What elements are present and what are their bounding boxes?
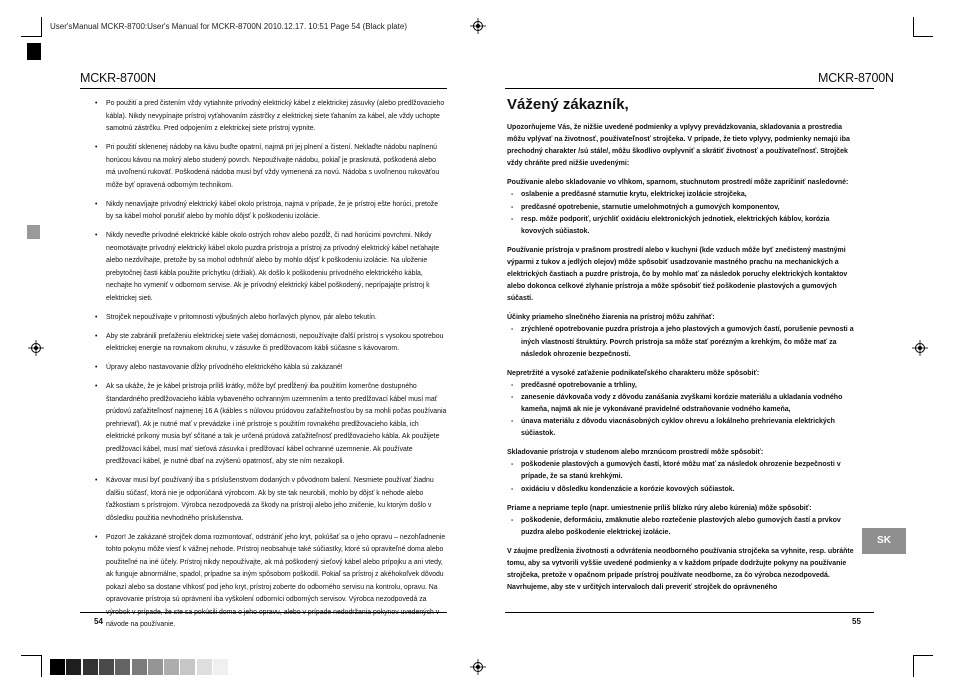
page-title: Vážený zákazník, (507, 96, 629, 113)
paragraph: V záujme predĺženia životnosti a odvrátenia neodborného používania strojčeka sa vyhnite, resp. ubráňte tomu, aby sa vytvorili vyššie uvedené podmienky a v každom prípade dodržujte pokyny na používanie strojčeka, pretože v opačnom prípade prístroj používate neodborne, za čo výrobca nezodpovedá. Navrhujeme, aby ste v určitých intervaloch dali preveriť strojček do oprávneného (507, 547, 854, 592)
left-model-title: MCKR-8700N (80, 71, 156, 85)
dash-list (507, 324, 860, 360)
list-item: • Nikdy nenavíjajte prívodný elektrický kábel okolo prístroja, najmä v prípade, že je prístroj ešte horúci, pretože by sa kábel mohol porušiť alebo by mohlo dôjsť k poškodeniu izolácie. (95, 199, 447, 224)
section-heading: Priame a nepriame teplo (napr. umiestnenie príliš blízko rúry alebo kúrenia) môže spôsobiť: (507, 504, 812, 512)
crop-mark (913, 655, 914, 677)
gray-tab (27, 225, 40, 239)
dash-list (507, 515, 860, 539)
left-body (95, 98, 447, 638)
list-item: • Pri použití sklenenej nádoby na kávu buďte opatrní, najmä pri jej plnení a čistení. Neklaďte nádobu naplnenú horúcou kávou na mokrý alebo studený povrch. Nepoužívajte nádobu, pokiaľ je prasknutá, poškodená alebo má uvoľnenú rukoväť. Poškodená nádoba musí byť vždy vymenená za novú. Nádoba s uvoľnenou rukoväťou môže byť opravená odborným technikom. (95, 142, 447, 192)
list-item: - poškodenie, deformáciu, zmäknutie alebo roztečenie plastových alebo gumových častí a prvkov puzdra alebo poškodenie elektrickej izolácie. (507, 515, 860, 539)
dash-list (507, 380, 860, 440)
color-swatch (132, 659, 147, 675)
crop-mark (41, 17, 42, 37)
list-item: • Pozor! Je zakázané strojček doma rozmontovať, odstrániť jeho kryt, pokúšať sa o jeho opravu – nezohľadnenie tohto pokynu môže viesť k vážnej nehode. Prístroj neobsahuje také súčiastky, ktoré sú opraviteľné doma alebo použiteľné na iné účely. Prístroj nikdy nepoužívajte, ak má poškodený sieťový kábel alebo prípojku a ani vtedy, ak funguje abnormálne, spadol, prípadne sa iným spôsobom poškodil. Pokiaľ sa prístroj z akéhokoľvek dôvodu pokazí alebo sa dostane vlhkosť pod jeho kryt, prístroj zoberte do odborného servisu na kontrolu, opravu. Na opravovanie prístroja sú oprávnení iba vyškolení odborníci odborných servisov. Výrobca nezodpovedá za návode na používanie. (95, 532, 447, 632)
dash-list (507, 189, 860, 237)
section-heading: Používanie alebo skladovanie vo vlhkom, sparnom, stuchnutom prostredí môže zapríčiniť nasledovné: (507, 179, 849, 187)
list-item: - zrýchlené opotrebovanie puzdra prístroja a jeho plastových a gumových častí, porušenie pevnosti a iných vlastností štruktúry. Povrch prístroja sa môže stať porézným a krehkým, čo môže mať za následok ohrozenie bezpečnosti. (507, 324, 860, 360)
color-swatch (197, 659, 212, 675)
color-swatch (50, 659, 65, 675)
intro-paragraph: Upozorňujeme Vás, že nižšie uvedené podmienky a vplyvy prevádzkovania, skladovania a prostredia môžu vplývať na životnosť, používateľnosť strojčeka. V prípade, že tieto vplyvy, podmienky nemajú iba prechodný charakter /sú stále/, môžu škodlivo ovplyvniť a skrátiť životnosť a používateľnosť. Strojček vždy chráňte pred nižšie uvedenými: (507, 124, 850, 168)
registration-mark-icon (470, 659, 486, 675)
list-item: - resp. môže podporiť, urýchliť oxidáciu elektronických jednotiek, elektrických káblov, korózia kovových súčiastok. (507, 214, 860, 238)
list-item: - predčasné opotrebenie, starnutie umelohmotných a gumových komponentov, (507, 202, 860, 214)
black-tab (27, 43, 41, 60)
color-swatch (148, 659, 163, 675)
list-item: • Po použití a pred čistením vždy vytiahnite prívodný elektrický kábel z elektrickej zásuvky (alebo predlžovacieho kábla). Nikdy nevypínajte prístroj vyťahovaním zástrčky z elektrickej siete ťahaním za kábel, ale vždy uchopte samotnú zástrčku. Pred odpojením z elektrickej siete prístroj vypnite. (95, 98, 447, 136)
color-swatch (164, 659, 179, 675)
dash-list (507, 459, 860, 495)
section-heading: Účinky priameho slnečného žiarenia na prístroj môžu zahŕňať: (507, 314, 715, 322)
right-body (507, 122, 860, 601)
color-swatch (83, 659, 98, 675)
list-item: - zanesenie dávkovača vody z dôvodu zanášania zvyškami korózie materiálu a ukladania vodného kameňa, najmä ak nie je vykonávané pravidelné odstraňovanie vodného kameňa, (507, 392, 860, 416)
language-tab: SK (862, 528, 906, 554)
section-heading: Skladovanie prístroja v studenom alebo mrznúcom prostredí môže spôsobiť: (507, 449, 764, 457)
registration-mark-icon (28, 340, 44, 356)
list-item: • Kávovar musí byť používaný iba s príslušenstvom dodaných v pôvodnom balení. Nesmiete používať žiadnu ďalšiu súčasť, ktorá nie je odporúčaná výrobcom. Ak by ste tak neurobili, mohlo by dôjsť k nehode alebo ťažkostiam s prístrojom. Výrobca nezodpovedá za škody na prístroji alebo jeho zničenie, ku ktorým došlo v dôsledku použitia nevhodného príslušenstva. (95, 475, 447, 525)
list-item: - poškodenie plastových a gumových častí, ktoré môžu mať za následok ohrozenie bezpečnosti v prípade, že sa stanú krehkými. (507, 459, 860, 483)
safety-list (95, 98, 447, 632)
right-footer-rule (505, 612, 874, 613)
list-item: - oxidáciu v dôsledku kondenzácie a korózie kovových súčiastok. (507, 484, 860, 496)
paragraph: Používanie prístroja v prašnom prostredí alebo v kuchyni (kde vzduch môže byť znečistený mastnými výparmi z tukov a jedlých olejov) môže spôsobiť usadzovanie mastného prachu na mechanických a elektrických častiach a puzdre prístroja, čo by mohlo mať za následok poruchy elektrických kontaktov alebo dokonca celkové zlyhanie prístroja a môže spôsobiť tiež poškodenie plastových a gumových súčastí. (507, 246, 848, 303)
section-heading: Nepretržité a vysoké zaťaženie podnikateľského charakteru môže spôsobiť: (507, 369, 760, 377)
color-swatch (66, 659, 81, 675)
crop-mark (41, 655, 42, 677)
list-item: - únava materiálu z dôvodu viacnásobných cyklov ohrevu a lokálneho prehrievania elektrických súčiastok. (507, 416, 860, 440)
plate-header: User'sManual MCKR-8700:User's Manual for MCKR-8700N 2010.12.17. 10:51 Page 54 (Black plate) (50, 22, 408, 31)
list-item: - oslabenie a predčasné starnutie krytu, elektrickej izolácie strojčeka, (507, 189, 860, 201)
right-header-rule (505, 88, 874, 89)
registration-mark-icon (912, 340, 928, 356)
color-swatch (213, 659, 228, 675)
list-item: - predčasné opotrebovanie a trhliny, (507, 380, 860, 392)
list-item: • Strojček nepoužívajte v prítomnosti výbušných alebo horľavých plynov, pár alebo tekutín. (95, 312, 447, 325)
color-swatch (115, 659, 130, 675)
left-footer-rule (80, 612, 447, 613)
registration-mark-icon (470, 18, 486, 34)
crop-mark (21, 655, 41, 656)
left-page-number: 54 (94, 617, 103, 626)
crop-mark (21, 36, 41, 37)
left-header-rule (80, 88, 447, 89)
right-page-number: 55 (852, 617, 861, 626)
crop-mark (913, 36, 933, 37)
list-item: • Úpravy alebo nastavovanie dĺžky prívodného elektrického kábla sú zakázané! (95, 362, 447, 375)
crop-mark (913, 17, 914, 37)
crop-mark (913, 655, 933, 656)
list-item: • Ak sa ukáže, že je kábel prístroja príliš krátky, môže byť predĺžený iba použitím komerčne dostupného štandardného predlžovacieho kábla vybaveného ochranným uzemnením a tento predlžovací kábel musí mať prúdovú zaťažiteľnosť najmenej 16 A (kábles s núlovou prúdovou zaťažiteľnosťou by sa mohli počas používania prehrievať). Ak je nutné mať v prevádzke i iné prístroje s použitím rovnakého predlžovacieho kábla, ich elektrické príkony musia byť sčítané a tak je určená prúdová zaťažiteľnosť predlžovacieho kábla. Ak použijete predlžovací kábel, musí mať sieťová zásuvka i predlžovací kábel ochranné uzemnenie. Ak používate predlžovací kábel, je nutné dbať na zvýšenú opatrnosť, aby ste ním nezakopli. (95, 381, 447, 469)
color-swatch (99, 659, 114, 675)
right-model-title: MCKR-8700N (818, 71, 894, 85)
color-swatch (180, 659, 195, 675)
list-item: • Aby ste zabránili preťaženiu elektrickej siete vašej domácnosti, nepoužívajte ďalší prístroj s vysokou spotrebou elektrickej energie na rovnakom okruhu, v zásuvke či predlžovacom kábli súčasne s kávovarom. (95, 331, 447, 356)
list-item: • Nikdy neveďte prívodné elektrické káble okolo ostrých rohov alebo pozdĺž, či nad horúcimi povrchmi. Nikdy neomotávajte prívodný elektrický kábel okolo puzdra prístroja a prístroj za prívodný elektrický kábel neťahajte alebo nezdvíhajte, pretože by sa mohol odtrhnúť alebo by mohlo dôjsť k poškodeniu izolácie. Na uloženie prebytočnej časti kábla použite príchytku (držiak). Ak došlo k poškodeniu prívodného elektrického kábla, nechajte ho vymeniť v odbornom servise. Ak je prívodný elektrický kábel poškodený, neprípajajte prístroj k elektrickej sieti. (95, 230, 447, 305)
